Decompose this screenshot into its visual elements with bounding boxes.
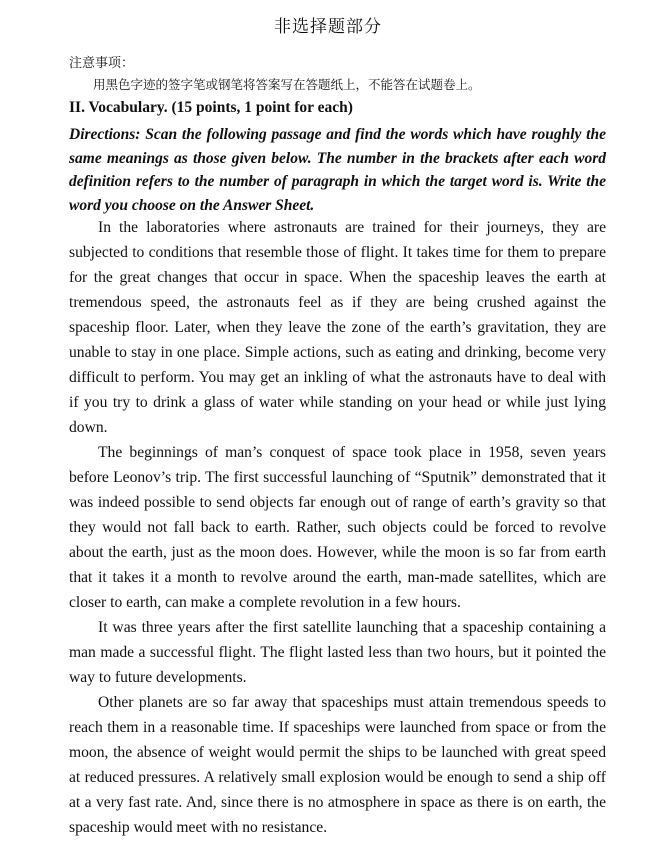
passage-paragraph-1: In the laboratories where astronauts are trained for their journeys, they are subjected to conditions that resemble those of flight. It takes time for them to prepare for the great changes that occur in space. When the spaceship leaves the earth at tremendous speed, the astronauts feel as if they are being crushed against the spaceship floor. Later, when they leave the zone of the earth’s gravitation, they are unable to stay in one place. Simple actions, such as eating and drinking, become very difficult to perform. You may get an inkling of what the astronauts have to deal with if you try to drink a glass of water while standing on your head or while just lying down. — [69, 219, 606, 436]
notice-label: 注意事项： — [69, 56, 135, 71]
directions-text: Directions: Scan the following passage and find the words which have roughly the same meanings as those given below. The number in the brackets after each word definition refers to the number of paragraph in which the target word is. Write the word you choose on the Answer Sheet. — [69, 126, 606, 214]
section-heading: II. Vocabulary. (15 points, 1 point for each) — [69, 99, 353, 116]
passage-paragraph-4: Other planets are so far away that spaceships must attain tremendous speeds to reach them in a reasonable time. If spaceships were launched from space or from the moon, the absence of weight would permit the ships to be launched with great speed at reduced pressures. A relatively small explosion would be enough to send a ship off at a very fast rate. And, since there is no atmosphere in space as there is on earth, the spaceship would meet with no resistance. — [69, 694, 606, 836]
page-title: 非选择题部分 — [274, 17, 382, 37]
passage-paragraph-2: The beginnings of man’s conquest of space took place in 1958, seven years before Leonov’s trip. The first successful launching of “Sputnik” demonstrated that it was indeed possible to send objects far enough out of range of earth’s gravity so that they would not fall back to earth. Rather, such objects could be forced to revolve about the earth, just as the moon does. However, while the moon is so far from earth that it takes it a month to revolve around the earth, man-made satellites, which are closer to earth, can make a complete revolution in a few hours. — [69, 444, 606, 611]
notice-text: 用黑色字迹的签字笔或钢笔将答案写在答题纸上，不能答在试题卷上。 — [93, 77, 481, 92]
passage-paragraph-3: It was three years after the first satellite launching that a spaceship containing a man made a successful flight. The flight lasted less than two hours, but it pointed the way to future developments. — [69, 619, 606, 686]
reading-passage — [69, 215, 606, 840]
